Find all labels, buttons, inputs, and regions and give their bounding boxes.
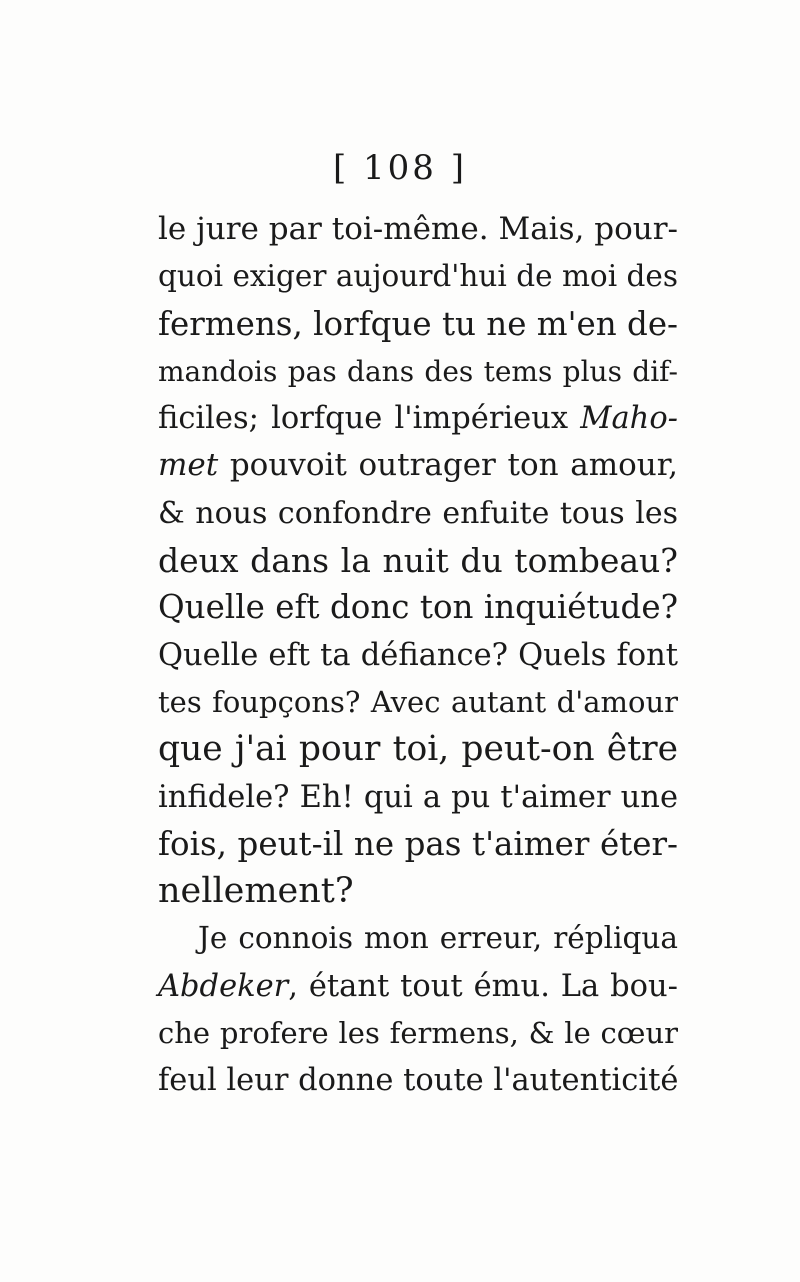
text-segment: infidele? Eh! qui a pu t'aimer une [158, 779, 678, 815]
text-segment: que j'ai pour toi, peut-on être [158, 729, 678, 770]
italic-segment: Abdeker [158, 968, 289, 1004]
text-line [158, 963, 678, 1010]
text-line [158, 632, 678, 679]
text-segment: Quelle eft donc ton inquiétude? [158, 588, 678, 627]
text-line [158, 490, 678, 537]
text-line [158, 206, 678, 253]
body-text [158, 206, 678, 1105]
italic-segment: met [158, 447, 219, 484]
text-line [158, 537, 678, 584]
text-segment: deux dans la nuit du tombeau? [158, 541, 678, 581]
text-segment: nellement? [158, 871, 354, 912]
text-segment: che profere les fermens, & le cœur [158, 1016, 678, 1051]
text-segment: fermens, lorfque tu ne m'en de- [158, 304, 679, 343]
text-line [158, 395, 678, 442]
text-segment: mandois pas dans des tems plus dif- [158, 354, 678, 388]
italic-segment: Maho- [580, 401, 678, 437]
text-line [158, 726, 678, 773]
text-line [158, 774, 678, 821]
text-segment: Quelle eft ta défiance? Quels font [158, 637, 678, 673]
text-segment: pouvoit outrager ton amour, [218, 447, 678, 484]
text-line [158, 301, 678, 348]
page-number: [ 108 ] [332, 148, 468, 188]
text-line [158, 253, 678, 300]
text-line [158, 1057, 678, 1104]
text-line [158, 821, 678, 868]
text-segment: le jure par toi-même. Mais, pour- [158, 211, 678, 247]
text-line [158, 868, 678, 915]
text-line [158, 1010, 678, 1057]
text-segment: Je connois mon erreur, répliqua [198, 921, 678, 956]
text-segment: & nous confondre enfuite tous les [158, 495, 678, 531]
text-line [158, 348, 678, 395]
text-line [158, 915, 678, 962]
text-segment: ficiles; lorfque l'impérieux [158, 401, 581, 437]
text-line [158, 679, 678, 726]
text-segment: , étant tout ému. La bou- [288, 968, 678, 1004]
text-line [158, 584, 678, 631]
text-segment: tes foupçons? Avec autant d'amour [158, 684, 678, 719]
text-line [158, 442, 678, 489]
text-segment: quoi exiger aujourd'hui de moi des [158, 259, 678, 294]
text-segment: fois, peut-il ne pas t'aimer éter- [158, 824, 678, 863]
text-segment: feul leur donne toute l'autenticité [158, 1063, 679, 1099]
